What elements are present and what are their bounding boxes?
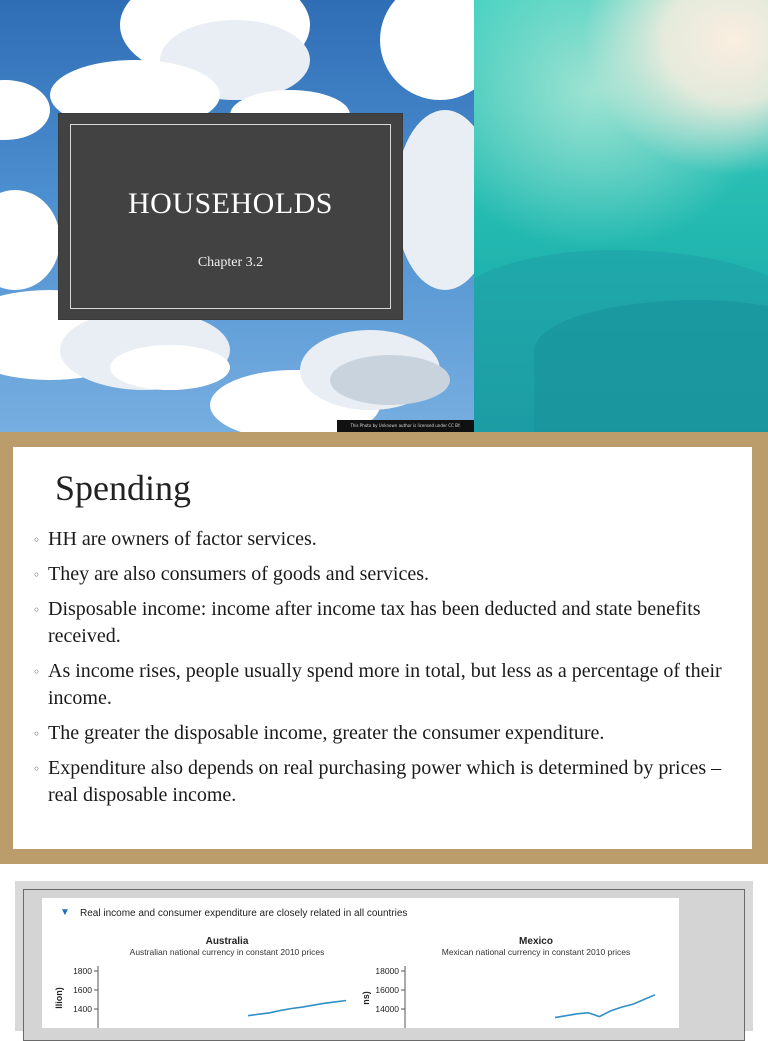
cloud (380, 0, 474, 100)
cloud (395, 110, 474, 290)
bullet-item (33, 658, 733, 712)
photo-attribution[interactable]: This Photo by Unknown author is licensed under CC BY. (337, 420, 474, 432)
series-line (248, 1001, 346, 1016)
cloud (0, 190, 60, 290)
chart-title: Australia (205, 936, 249, 947)
series-line (555, 995, 655, 1018)
bullet-list (33, 526, 733, 817)
mountain-shape (534, 300, 768, 432)
chart-slide (0, 864, 768, 1024)
bullet-item (33, 561, 733, 588)
bullet-item (33, 720, 733, 747)
y-axis-label: ns) (361, 991, 371, 1005)
teal-abstract-panel (474, 0, 768, 432)
chart-title: Mexico (519, 936, 553, 947)
spending-slide (0, 432, 768, 864)
chart-subtitle: Australian national currency in constant 2010 prices (129, 947, 325, 957)
y-tick-label: 16000 (375, 985, 399, 995)
title-box (59, 114, 402, 319)
cloud (330, 355, 450, 405)
bullet-text: HH are owners of factor services. (48, 528, 317, 550)
cloud (110, 345, 230, 390)
y-tick-label: 14000 (375, 1004, 399, 1014)
bullet-marker: ◦ (33, 603, 41, 617)
y-axis-label: llion) (54, 987, 64, 1009)
bullet-marker: ◦ (33, 533, 41, 547)
y-tick-label: 1400 (73, 1004, 92, 1014)
chart-subtitle: Mexican national currency in constant 2010 prices (441, 947, 631, 957)
bullet-marker: ◦ (33, 665, 41, 679)
title-slide (0, 0, 768, 432)
bullet-text: Expenditure also depends on real purchasing power which is determined by prices – real disposable income. (48, 757, 722, 806)
bullet-item (33, 755, 733, 809)
figure-caption: Real income and consumer expenditure are closely related in all countries (80, 908, 408, 919)
y-tick-label: 1800 (73, 966, 92, 976)
bullet-marker: ◦ (33, 568, 41, 582)
cloud (0, 80, 50, 140)
bullet-item (33, 596, 733, 650)
title-box-border (70, 124, 391, 309)
slide-content-card (13, 447, 752, 849)
charts-canvas (42, 898, 679, 1028)
slide-heading: Spending (55, 468, 192, 508)
bullet-marker: ◦ (33, 762, 41, 776)
bullet-item (33, 526, 733, 553)
bullet-text: As income rises, people usually spend more in total, but less as a percentage of their income. (48, 660, 722, 709)
chart-figure (42, 898, 679, 1028)
y-tick-label: 1600 (73, 985, 92, 995)
bullet-text: Disposable income: income after income tax has been deducted and state benefits received. (48, 598, 701, 647)
bullet-marker: ◦ (33, 727, 41, 741)
slide-subtitle: Chapter 3.2 (197, 255, 264, 270)
slide-title: HOUSEHOLDS (127, 187, 333, 220)
y-tick-label: 18000 (375, 966, 399, 976)
caption-triangle-icon: ▼ (60, 907, 70, 918)
bullet-text: They are also consumers of goods and services. (48, 563, 429, 585)
bullet-text: The greater the disposable income, greater the consumer expenditure. (48, 722, 605, 744)
